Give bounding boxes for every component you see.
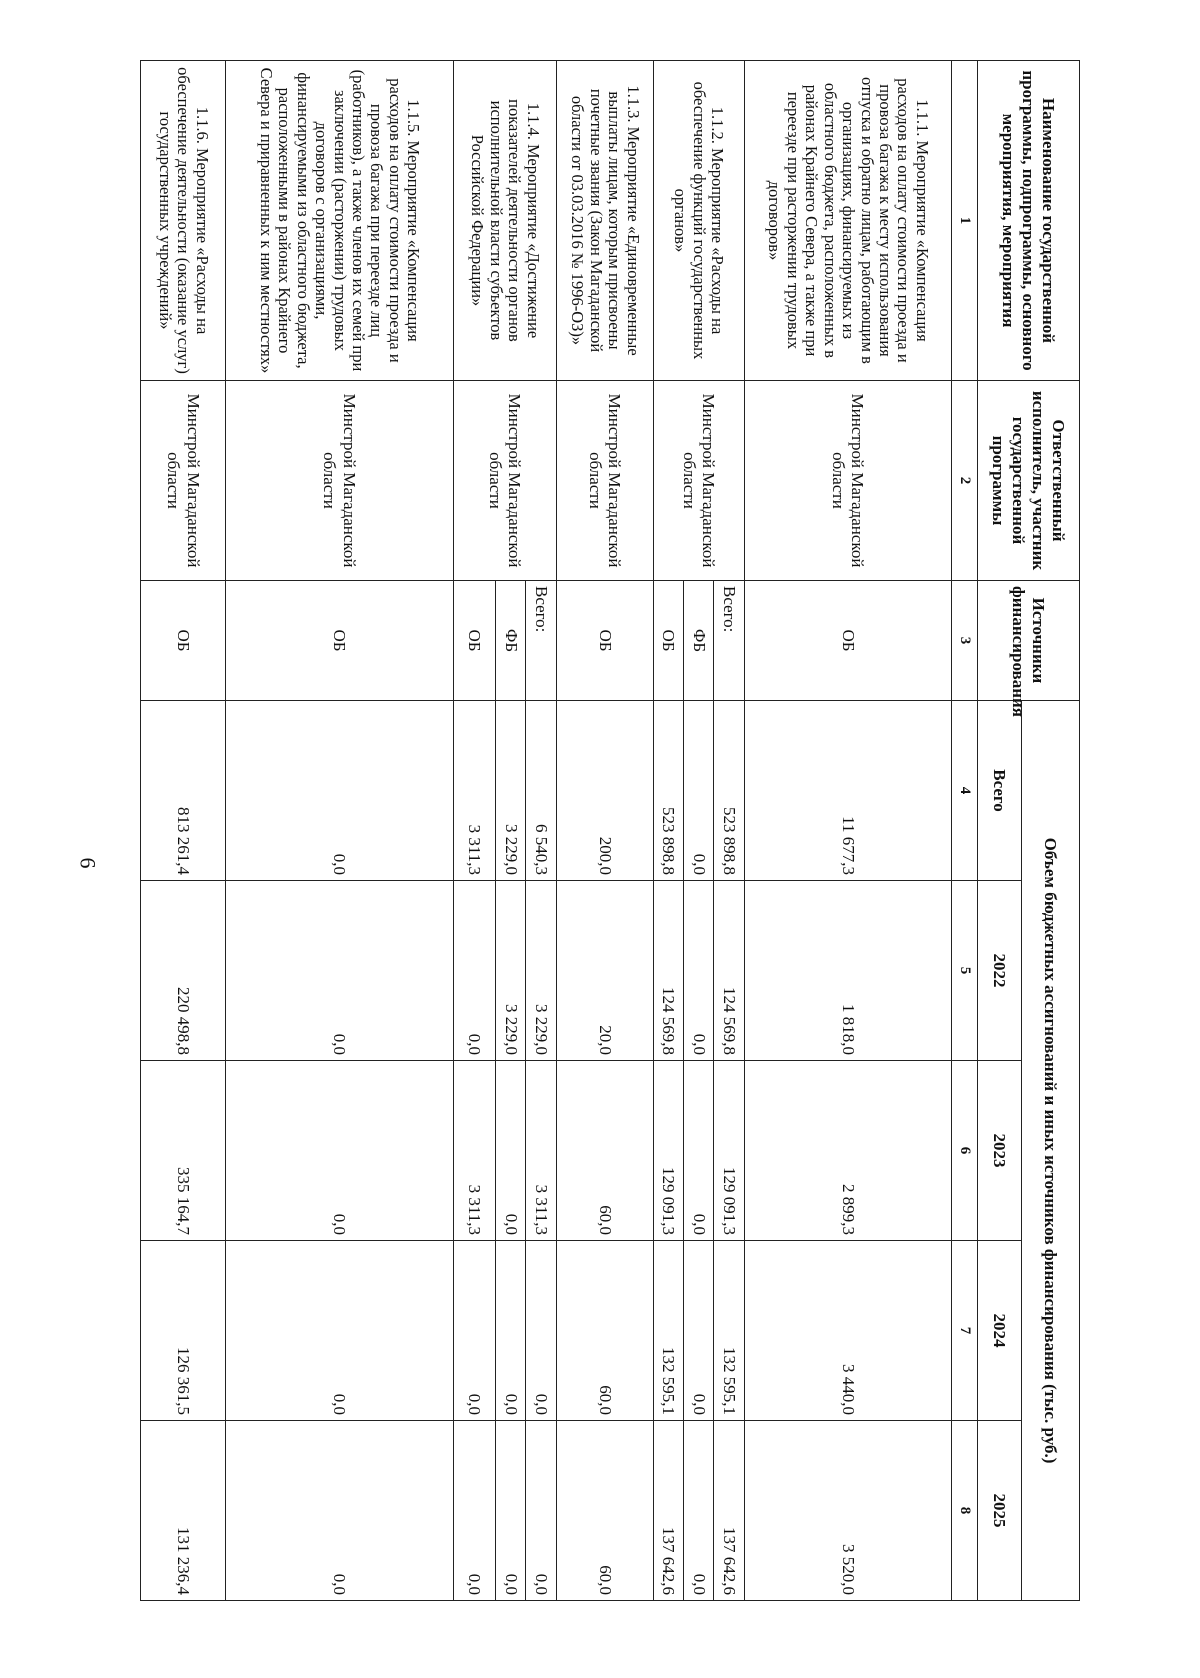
source-cell: ОБ (141, 581, 226, 701)
funding-table (140, 60, 1080, 1601)
col-index: 6 (952, 1061, 978, 1241)
value-cell: 2 899,3 (744, 1061, 951, 1241)
value-cell: 523 898,8 (653, 701, 683, 881)
header-year-2025: 2025 (978, 1421, 1022, 1601)
header-year-total: Всего (978, 701, 1022, 881)
value-cell: 335 164,7 (141, 1061, 226, 1241)
source-cell: ОБ (453, 581, 495, 701)
value-cell: 3 229,0 (496, 881, 526, 1061)
activity-name: 1.1.6. Мероприятие «Расходы на обеспечение деятельности (оказание услуг) государственных учреждений» (141, 61, 226, 381)
value-cell: 0,0 (684, 1061, 714, 1241)
source-cell: Всего: (526, 581, 556, 701)
value-cell: 132 595,1 (653, 1241, 683, 1421)
value-cell: 3 311,3 (453, 1061, 495, 1241)
value-cell: 200,0 (556, 701, 653, 881)
source-cell: ФБ (496, 581, 526, 701)
col-index: 7 (952, 1241, 978, 1421)
activity-name: 1.1.3. Мероприятие «Единовременные выплаты лицам, которым присвоены почетные звания (Закон Магаданской области от 03.03.2016 № 1996-ОЗ)» (556, 61, 653, 381)
col-index: 1 (952, 61, 978, 381)
value-cell: 3 520,0 (744, 1421, 951, 1601)
source-cell: ОБ (226, 581, 454, 701)
value-cell: 6 540,3 (526, 701, 556, 881)
value-cell: 523 898,8 (714, 701, 744, 881)
table-row (141, 61, 226, 1601)
value-cell: 0,0 (226, 701, 454, 881)
source-cell: Всего: (714, 581, 744, 701)
value-cell: 0,0 (453, 881, 495, 1061)
value-cell: 0,0 (496, 1061, 526, 1241)
value-cell: 0,0 (226, 1241, 454, 1421)
value-cell: 3 311,3 (526, 1061, 556, 1241)
value-cell: 0,0 (684, 881, 714, 1061)
source-cell: ФБ (684, 581, 714, 701)
table-row (226, 61, 454, 1601)
source-cell: ОБ (744, 581, 951, 701)
responsible-cell: Минстрой Магаданской области (556, 381, 653, 581)
table-row (714, 61, 744, 1601)
value-cell: 0,0 (496, 1421, 526, 1601)
header-year-2024: 2024 (978, 1241, 1022, 1421)
value-cell: 60,0 (556, 1061, 653, 1241)
value-cell: 1 818,0 (744, 881, 951, 1061)
value-cell: 129 091,3 (714, 1061, 744, 1241)
value-cell: 126 361,5 (141, 1241, 226, 1421)
value-cell: 0,0 (453, 1241, 495, 1421)
value-cell: 0,0 (453, 1421, 495, 1601)
page-number: 6 (75, 857, 101, 869)
header-funding-group: Объем бюджетных ассигнований и иных источников финансирования (тыс. руб.) (1022, 701, 1080, 1601)
source-cell: ОБ (556, 581, 653, 701)
value-cell: 0,0 (496, 1241, 526, 1421)
responsible-cell: Минстрой Магаданской области (453, 381, 556, 581)
value-cell: 3 311,3 (453, 701, 495, 881)
responsible-cell: Минстрой Магаданской области (653, 381, 744, 581)
header-year-2023: 2023 (978, 1061, 1022, 1241)
value-cell: 3 440,0 (744, 1241, 951, 1421)
value-cell: 3 229,0 (526, 881, 556, 1061)
value-cell: 0,0 (684, 1421, 714, 1601)
value-cell: 3 229,0 (496, 701, 526, 881)
value-cell: 137 642,6 (653, 1421, 683, 1601)
value-cell: 129 091,3 (653, 1061, 683, 1241)
value-cell: 60,0 (556, 1421, 653, 1601)
value-cell: 813 261,4 (141, 701, 226, 881)
value-cell: 124 569,8 (653, 881, 683, 1061)
activity-name: 1.1.1. Мероприятие «Компенсация расходов на оплату стоимости проезда и провоза багажа к месту использования отпуска и обратно лицам, работающим в организациях, финансируемых из областного бюджета, расположенных в районах Крайнего Севера, а также при переезде при расторжении трудовых договоров» (744, 61, 951, 381)
header-name: Наименование государственной программы, подпрограммы, основного мероприятия, мероприятия (978, 61, 1080, 381)
value-cell: 137 642,6 (714, 1421, 744, 1601)
rotated-table-container (140, 60, 1080, 1600)
header-year-2022: 2022 (978, 881, 1022, 1061)
value-cell: 0,0 (226, 881, 454, 1061)
table-row (556, 61, 653, 1601)
col-index: 3 (952, 581, 978, 701)
activity-name: 1.1.2. Мероприятие «Расходы на обеспечение функций государственных органов» (653, 61, 744, 381)
responsible-cell: Минстрой Магаданской области (226, 381, 454, 581)
value-cell: 0,0 (684, 1241, 714, 1421)
value-cell: 0,0 (684, 701, 714, 881)
value-cell: 0,0 (226, 1061, 454, 1241)
value-cell: 0,0 (526, 1421, 556, 1601)
col-index: 5 (952, 881, 978, 1061)
value-cell: 124 569,8 (714, 881, 744, 1061)
value-cell: 0,0 (226, 1421, 454, 1601)
value-cell: 132 595,1 (714, 1241, 744, 1421)
responsible-cell: Минстрой Магаданской области (744, 381, 951, 581)
source-cell: ОБ (653, 581, 683, 701)
table-row (526, 61, 556, 1601)
col-index: 2 (952, 381, 978, 581)
value-cell: 131 236,4 (141, 1421, 226, 1601)
header-source: Источники финансирования (978, 581, 1080, 701)
responsible-cell: Минстрой Магаданской области (141, 381, 226, 581)
col-index: 8 (952, 1421, 978, 1601)
value-cell: 11 677,3 (744, 701, 951, 881)
header-responsible: Ответственный исполнитель, участник государственной программы (978, 381, 1080, 581)
table-row (744, 61, 951, 1601)
value-cell: 20,0 (556, 881, 653, 1061)
value-cell: 60,0 (556, 1241, 653, 1421)
value-cell: 220 498,8 (141, 881, 226, 1061)
col-index: 4 (952, 701, 978, 881)
activity-name: 1.1.5. Мероприятие «Компенсация расходов на оплату стоимости проезда и провоза багажа при переезде лиц (работников), а также членов их семей при заключении (расторжении) трудовых договоров с организациями, финансируемыми из областного бюджета, расположенными в районах Крайнего Севера и приравненных к ним местностях» (226, 61, 454, 381)
value-cell: 0,0 (526, 1241, 556, 1421)
activity-name: 1.1.4. Мероприятие «Достижение показателей деятельности органов исполнительной власти субъектов Российской Федерации» (453, 61, 556, 381)
